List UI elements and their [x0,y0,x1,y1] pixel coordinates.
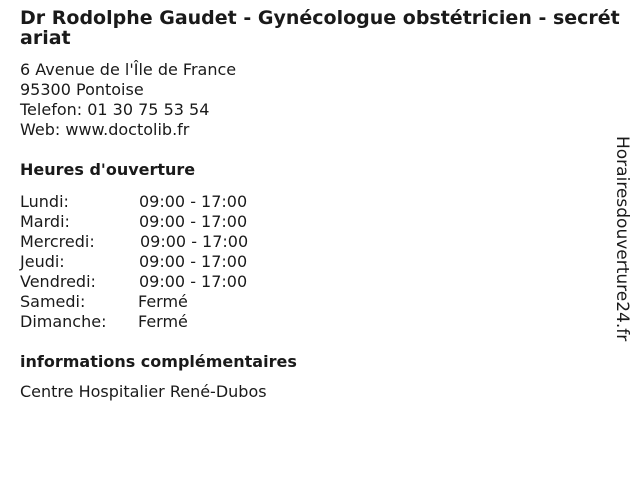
day-hours: 09:00 - 17:00 [139,272,248,291]
day-label: Vendredi: [20,272,96,291]
day-hours: 09:00 - 17:00 [139,252,248,271]
phone-number: Telefon: 01 30 75 53 54 [20,100,210,119]
hours-row-sunday [20,312,620,332]
day-label: Jeudi: [20,252,65,271]
day-hours: Fermé [138,312,188,331]
hours-row-monday [20,192,620,212]
address-street: 6 Avenue de l'Île de France [20,60,237,79]
day-hours: Fermé [138,292,188,311]
hours-row-saturday [20,292,620,312]
page-title: Dr Rodolphe Gaudet - Gynécologue obstétricien - secrétariat [20,7,620,49]
opening-hours-table [20,192,620,332]
opening-hours-heading: Heures d'ouverture [20,160,196,179]
day-label: Mardi: [20,212,70,231]
hours-row-wednesday [20,232,620,252]
day-label: Mercredi: [20,232,95,251]
site-watermark: Horairesdouverture24.fr [612,136,632,342]
additional-info-text: Centre Hospitalier René-Dubos [20,382,267,401]
day-hours: 09:00 - 17:00 [139,192,248,211]
contact-block [20,60,620,140]
day-hours: 09:00 - 17:00 [139,212,248,231]
day-label: Lundi: [20,192,69,211]
day-label: Dimanche: [20,312,107,331]
day-hours: 09:00 - 17:00 [140,232,249,251]
hours-row-friday [20,272,620,292]
additional-info-heading: informations complémentaires [20,352,297,371]
hours-row-tuesday [20,212,620,232]
hours-row-thursday [20,252,620,272]
business-card [20,8,620,402]
website: Web: www.doctolib.fr [20,120,190,139]
day-label: Samedi: [20,292,86,311]
address-city: 95300 Pontoise [20,80,144,99]
